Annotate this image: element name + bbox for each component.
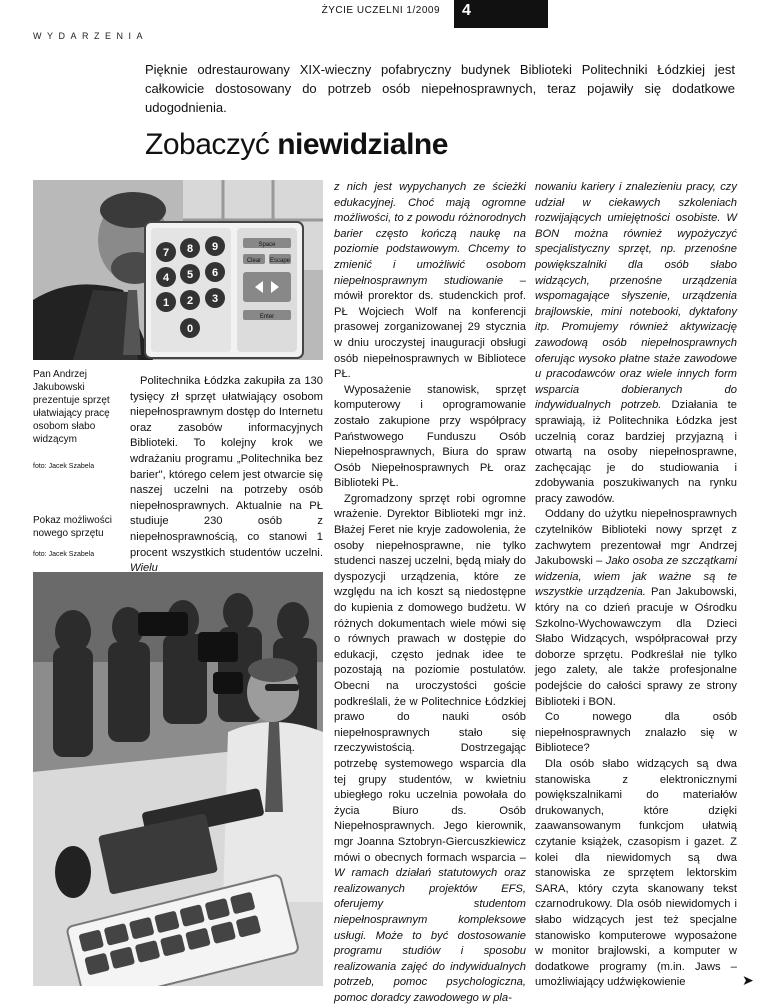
col2-p1-italic: z nich jest wypychanych ze ścieżki edukacyjnej. Choć mają ogromne możliwości, to z powodu różnorodnych barier często kończą naukę na poziomie podstawowym. Chcemy to zmienić i umożliwić osobom niepełnosprawnym studiowanie (334, 181, 526, 287)
text-column-3 (535, 180, 737, 991)
title-bold: niewidzialne (277, 128, 448, 161)
photo-equipment-demo (33, 572, 323, 986)
photo-keypad-presentation (33, 180, 323, 360)
key-clear: Clear (246, 258, 262, 264)
page-number: 4 (454, 0, 548, 28)
col1-p1-italic: Wielu (130, 562, 158, 575)
caption-photo1 (33, 368, 123, 473)
key-8: 8 (186, 243, 194, 255)
key-2: 2 (186, 295, 194, 307)
text-column-1 (130, 374, 323, 577)
key-enter: Enter (259, 314, 275, 320)
header-publication: ŻYCIE UCZELNI 1/2009 (321, 5, 440, 16)
lead-paragraph: Pięknie odrestaurowany XIX-wieczny pofabryczny budynek Biblioteki Politechniki Łódzkiej jest całkowicie dostosowany do potrzeb osób niepełnosprawnych, teraz pojawiły się dodatkowe udogodnienia. (145, 62, 735, 115)
col3-paragraph-2 (535, 507, 737, 710)
col3-p1-italic: nowaniu kariery i znalezieniu pracy, czy udział w ciekawych szkoleniach rozwijających umiejętności osobiste. W BON można również wypożyczyć specjalistyczny sprzęt, np. przenośne powiększalniki dla osób słabo widzących, przenośne urządzenia wspomagające słyszenie, urządzenia brajlowskie, mini notebooki, dyktafony itp. Promujemy również aktywizację zawodową osób niepełnosprawnych oferując wysoko płatne staże zawodowe u pracodawców oraz wiele innych form wsparcia dobieranych do indywidualnych potrzeb. (535, 181, 737, 412)
caption-photo2 (33, 514, 123, 561)
article-title (145, 128, 448, 162)
text-column-2 (334, 180, 526, 1006)
caption-photo2-credit: foto: Jacek Szabela (33, 551, 95, 558)
title-normal: Zobaczyć (145, 128, 278, 161)
col2-p1-rest: – mówił prorektor ds. studenckich prof. PŁ Wojciech Wolf na konferencji prasowej zorganizowanej 29 stycznia w dniu uroczystej inauguracji obsługi osób niepełnosprawnych w Bibliotece PŁ. (334, 274, 526, 381)
col2-paragraph-1 (334, 180, 526, 383)
key-7: 7 (162, 247, 170, 259)
key-4: 4 (162, 272, 170, 284)
continue-arrow-icon: ➤ (742, 972, 754, 988)
col3-p2-start: Oddany do użytku niepełnosprawnych czytelników Biblioteki nowy sprzęt z zachwytem prezentował mgr Andrzej Jakubowski – (535, 508, 737, 568)
col3-p2-rest: Pan Jakubowski, który na co dzień pracuje w Ośrodku Szkolno-Wychowawczym dla Dzieci Słabo Widzących, współpracował przy doborze sprzętu. Podkreślał nie tylko jego zalety, ale także profesjonalne podejście do całości sprawy ze strony Biblioteki i BON. (535, 586, 738, 708)
key-space: Space (258, 242, 276, 248)
key-6: 6 (211, 267, 219, 279)
photo-keypad-illustration (33, 180, 323, 360)
col2-paragraph-3 (334, 492, 526, 1006)
col3-paragraph-3: Co nowego dla osób niepełnosprawnych znalazło się w Bibliotece? (535, 711, 737, 755)
col3-p1-rest: Działania te sprawiają, iż Politechnika Łódzka jest uczelnią coraz bardziej przyjazną i otwartą na osoby niepełnosprawne, zachęcając je do studiowania i zdobywania poszukiwanych na rynku pracy zawodów. (535, 399, 737, 505)
caption-photo1-credit: foto: Jacek Szabela (33, 463, 95, 470)
key-5: 5 (186, 269, 194, 281)
key-3: 3 (211, 293, 219, 305)
col3-p2-italic: Jako osoba ze szczątkami widzenia, wiem jak ważne są te wszystkie urządzenia. (535, 555, 737, 599)
caption-photo2-text: Pokaz możliwości nowego sprzętu (33, 515, 112, 539)
col1-p1-text: Politechnika Łódzka zakupiła za 130 tysięcy zł sprzęt ułatwiający osobom niepełnosprawnym dostęp do Internetu oraz zasobów informacyjnych Biblioteki. To kolejny krok we wdrażaniu programu „Politechnika bez barier", którego celem jest otwarcie się naszej uczelni na potrzeby osób niepełnosprawnych. Aktualnie na PŁ studiuje 230 osób z niepełnosprawnością, co stanowi 1 procent wszystkich studentów uczelni. (130, 375, 323, 559)
col1-paragraph-1 (130, 374, 323, 577)
key-escape: Escape (269, 258, 291, 264)
caption-photo1-text: Pan Andrzej Jakubowski prezentuje sprzęt ułatwiający pracę osobom słabo widzącym (33, 369, 110, 445)
key-0: 0 (186, 323, 194, 335)
key-1: 1 (162, 297, 170, 309)
col3-paragraph-1 (535, 180, 737, 507)
col2-p3-italic: W ramach działań statutowych oraz realizowanych projektów EFS, oferujemy studentom niepełnosprawnym kompleksowe usługi. Może to być dostosowanie programu studiów i sposobu realizowania zajęć do indywidualnych potrzeb, pomoc psychologiczna, pomoc doradcy zawodowego w pla- (334, 867, 526, 1004)
key-9: 9 (211, 241, 219, 253)
photo-demo-illustration (33, 572, 323, 986)
section-label: WYDARZENIA (33, 31, 149, 41)
col3-paragraph-4: Dla osób słabo widzących są dwa stanowiska z elektronicznymi powiększalnikami do materiałów drukowanych, które dzięki zaawansowanym funkcjom ułatwią czytanie książek, czasopism i gazet. Z kolei dla niewidomych są dwa stanowiska ze sprzętem lektorskim SARA, który czyta skanowany tekst czarnodrukowy. Dla osób niewidomych i słabo widzących jest też specjalne stanowisko komputerowe wyposażone w monitor brajlowski, a komputer w dodatkowe programy (m.in. Jaws – umożliwiający udźwiękowienie (535, 757, 737, 989)
col2-paragraph-2: Wyposażenie stanowisk, sprzęt komputerowy i oprogramowanie zostało zakupione przy współpracy Państwowego Funduszu Osób Niepełnosprawnych, Biura do spraw Osób Niepełnosprawnych PŁ oraz Biblioteki PŁ. (334, 383, 526, 490)
col2-p3-start: Zgromadzony sprzęt robi ogromne wrażenie. Dyrektor Biblioteki mgr inż. Błażej Feret nie kryje zadowolenia, że osoby niepełnosprawne, nie tylko studenci naszej uczelni, będą miały do dyspozycji urządzenia, które ze względu na ich koszt są niedostępne do kupienia z domowego budżetu. W różnych dokumentach wiele mówi się o równych prawach w dostępie do edukacji, często jednak idee te pozostają na poziomie postulatów. Obecni na uroczystości goście podkreślali, że w Politechnice Łódzkiej prawo do nauki osób niepełnosprawnych stało się rzeczywistością. Dostrzegając potrzebę systemowego wsparcia dla tej grupy studentów, w kwietniu ubiegłego roku uczelnia powołała do życia Biuro ds. Osób Niepełnosprawnych. Jego kierownik, mgr Joanna Sztobryn-Giercuszkiewicz mówi o obecnych formach wsparcia – (334, 492, 526, 864)
